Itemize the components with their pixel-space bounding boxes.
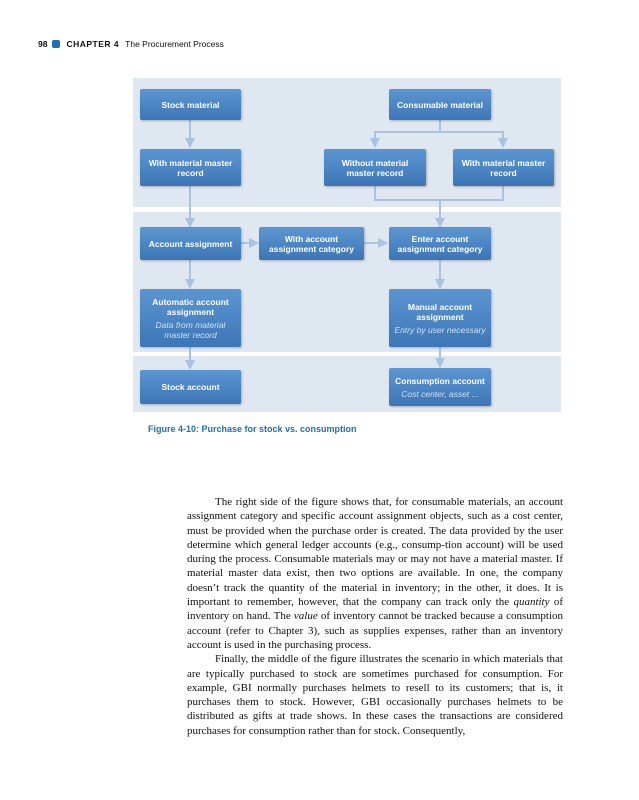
box-account-assignment-label: Account assignment xyxy=(148,238,233,249)
box-consumption-sub: Cost center, asset ... xyxy=(401,388,479,399)
box-consumption-label: Consumption account xyxy=(395,375,485,386)
body-text xyxy=(187,495,563,738)
box-automatic-account-assignment xyxy=(140,289,241,347)
box-automatic-label: Automatic account assignment xyxy=(152,296,229,317)
box-enter-account-category-label: Enter account assignment category xyxy=(397,233,483,254)
box-manual-label: Manual account assignment xyxy=(407,301,473,322)
chapter-title: The Procurement Process xyxy=(125,39,224,49)
box-without-master xyxy=(324,149,426,186)
box-stock-material-label: Stock material xyxy=(161,99,220,110)
box-without-master-label: Without material master record xyxy=(341,157,409,178)
box-with-master-left xyxy=(140,149,241,186)
box-manual-account-assignment xyxy=(389,289,491,347)
box-stock-account-label: Stock account xyxy=(161,382,220,392)
box-with-master-left-label: With material master record xyxy=(148,157,233,178)
chapter-label: CHAPTER 4 xyxy=(66,39,120,49)
box-automatic-sub: Data from material master record xyxy=(155,319,226,340)
box-stock-material xyxy=(140,89,241,120)
paragraph-2: Finally, the middle of the figure illustrates the scenario in which materials that are typically purchased to stock are sometimes purchased for consumption. For example, GBI normally purchases helmets to resell to its customers; that is, it purchases them to stock. However, GBI occasionally purchases helmets to be distributed as gifts at trade shows. In these cases the transactions are considered purchases for consumption rather than for stock. Consequently, xyxy=(187,653,563,737)
box-consumable-material xyxy=(389,89,491,120)
box-with-account-category-label: With account assignment category xyxy=(268,233,355,254)
box-with-master-right xyxy=(453,149,554,186)
box-enter-account-category xyxy=(389,227,491,260)
box-with-master-right-label: With material master record xyxy=(461,157,546,178)
arrow-consumable-split xyxy=(375,132,503,146)
box-manual-sub: Entry by user necessary xyxy=(394,324,486,335)
figure-caption: Figure 4-10: Purchase for stock vs. consumption xyxy=(148,424,357,434)
box-account-assignment xyxy=(140,227,241,260)
box-consumable-material-label: Consumable material xyxy=(397,99,483,110)
box-with-account-category xyxy=(259,227,364,260)
paragraph-1: The right side of the figure shows that, for consumable materials, an account assignment category and specific account assignment objects, such as a cost center, must be provided when the purchase order is created. The data provided by the user determine which general ledger accounts (e.g., consump-tion account) will be used during the process. Consumable materials may or may not have a material master. If material master data exist, then two options are available. In one, the company doesn’t track the quantity of the material in inventory; in the other, it does. It is important to remember, however, that the company can track only the quantity of inventory on hand. The value of inventory cannot be tracked because a consumption account (refer to Chapter 3), such as supplies expenses, rather than an inventory account is used in the purchasing process. xyxy=(187,496,563,651)
page-number: 98 xyxy=(38,39,48,49)
box-stock-account xyxy=(140,370,241,404)
arrow-merge-right xyxy=(375,186,503,200)
box-consumption-account xyxy=(389,368,491,406)
